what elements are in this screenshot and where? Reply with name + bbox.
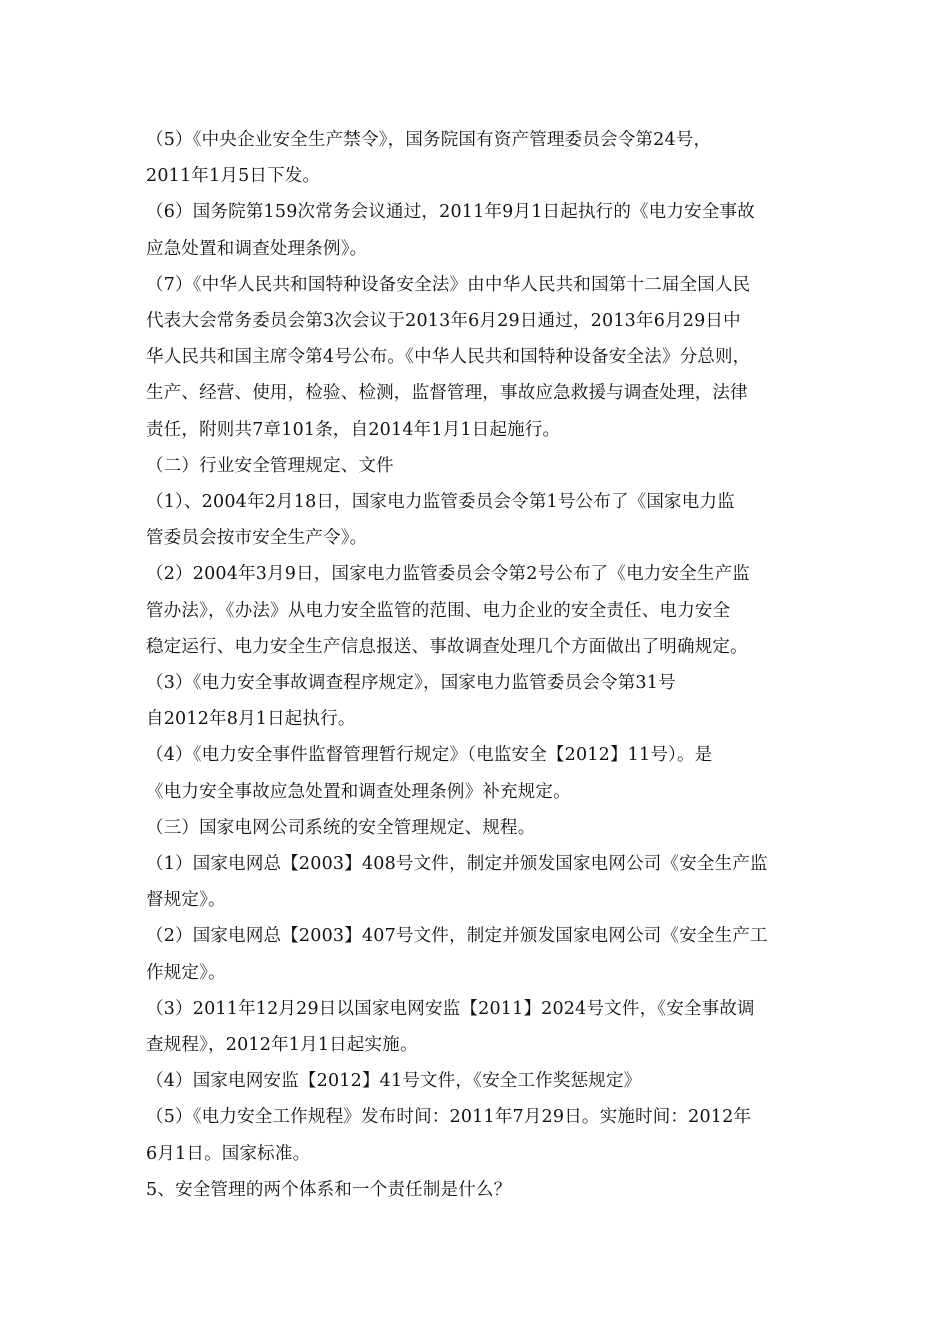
text-line: 督规定》。 bbox=[146, 890, 226, 911]
section-heading-state-grid-rules bbox=[146, 810, 806, 846]
text-line: （4）《电力安全事件监督管理暂行规定》（电监安全【2012】11号）。是 bbox=[146, 745, 713, 766]
text-line: 自2012年8月1日起执行。 bbox=[146, 709, 356, 730]
paragraph-state-grid-2024 bbox=[146, 991, 806, 1063]
paragraph-central-enterprise-ban bbox=[146, 122, 806, 194]
question-heading bbox=[146, 1172, 806, 1208]
paragraph-state-grid-407 bbox=[146, 918, 806, 990]
text-line: 2011年1月5日下发。 bbox=[146, 166, 321, 187]
document-body bbox=[146, 122, 806, 1208]
text-line: 管办法》，《办法》从电力安全监管的范围、电力企业的安全责任、电力安全 bbox=[146, 600, 731, 621]
text-line: 查规程》，2012年1月1日起实施。 bbox=[146, 1035, 418, 1056]
text-line: 6月1日。国家标准。 bbox=[146, 1143, 311, 1164]
text-line: 责任，附则共7章101条，自2014年1月1日起施行。 bbox=[146, 419, 561, 440]
text-line: （3）《电力安全事故调查程序规定》，国家电力监管委员会令第31号 bbox=[146, 673, 676, 694]
text-line: （2）国家电网总【2003】407号文件，制定并颁发国家电网公司《安全生产工 bbox=[146, 926, 768, 947]
paragraph-serc-order-1 bbox=[146, 484, 806, 556]
text-line: 《电力安全事故应急处置和调查处理条例》补充规定。 bbox=[146, 781, 571, 802]
text-line: （5）《电力安全工作规程》发布时间：2011年7月29日。实施时间：2012年 bbox=[146, 1107, 752, 1128]
text-line: 应急处置和调查处理条例》。 bbox=[146, 238, 368, 259]
paragraph-state-grid-408 bbox=[146, 846, 806, 918]
text-line: （2）2004年3月9日，国家电力监管委员会令第2号公布了《电力安全生产监 bbox=[146, 564, 750, 585]
text-line: 管委员会按市安全生产令》。 bbox=[146, 528, 368, 549]
section-heading-industry-rules bbox=[146, 448, 806, 484]
paragraph-state-grid-41 bbox=[146, 1063, 806, 1099]
paragraph-power-accident-regulation bbox=[146, 194, 806, 266]
text-line: （1）、2004年2月18日，国家电力监管委员会令第1号公布了《国家电力监 bbox=[146, 492, 735, 513]
text-line: （三）国家电网公司系统的安全管理规定、规程。 bbox=[146, 817, 536, 838]
text-line: （7）《中华人民共和国特种设备安全法》由中华人民共和国第十二届全国人民 bbox=[146, 274, 751, 295]
paragraph-special-equipment-law bbox=[146, 267, 806, 448]
text-line: （6）国务院第159次常务会议通过，2011年9月1日起执行的《电力安全事故 bbox=[146, 202, 755, 223]
paragraph-serc-order-31 bbox=[146, 665, 806, 737]
text-line: 代表大会常务委员会第3次会议于2013年6月29日通过，2013年6月29日中 bbox=[146, 311, 741, 332]
paragraph-power-event-supervision bbox=[146, 737, 806, 809]
text-line: 作规定》。 bbox=[146, 962, 226, 983]
paragraph-safety-work-rules bbox=[146, 1099, 806, 1171]
paragraph-serc-order-2 bbox=[146, 556, 806, 665]
text-line: 稳定运行、电力安全生产信息报送、事故调查处理几个方面做出了明确规定。 bbox=[146, 636, 748, 657]
text-line: （3）2011年12月29日以国家电网安监【2011】2024号文件，《安全事故调 bbox=[146, 998, 755, 1019]
text-line: （5）《中央企业安全生产禁令》，国务院国有资产管理委员会令第24号， bbox=[146, 130, 712, 150]
text-line: （二）行业安全管理规定、文件 bbox=[146, 455, 394, 476]
text-line: 5、安全管理的两个体系和一个责任制是什么？ bbox=[146, 1179, 512, 1200]
text-line: 生产、经营、使用，检验、检测，监督管理，事故应急救援与调查处理，法律 bbox=[146, 383, 748, 404]
text-line: （1）国家电网总【2003】408号文件，制定并颁发国家电网公司《安全生产监 bbox=[146, 854, 768, 875]
text-line: （4）国家电网安监【2012】41号文件，《安全工作奖惩规定》 bbox=[146, 1071, 642, 1092]
text-line: 华人民共和国主席令第4号公布。《中华人民共和国特种设备安全法》分总则， bbox=[146, 347, 751, 368]
